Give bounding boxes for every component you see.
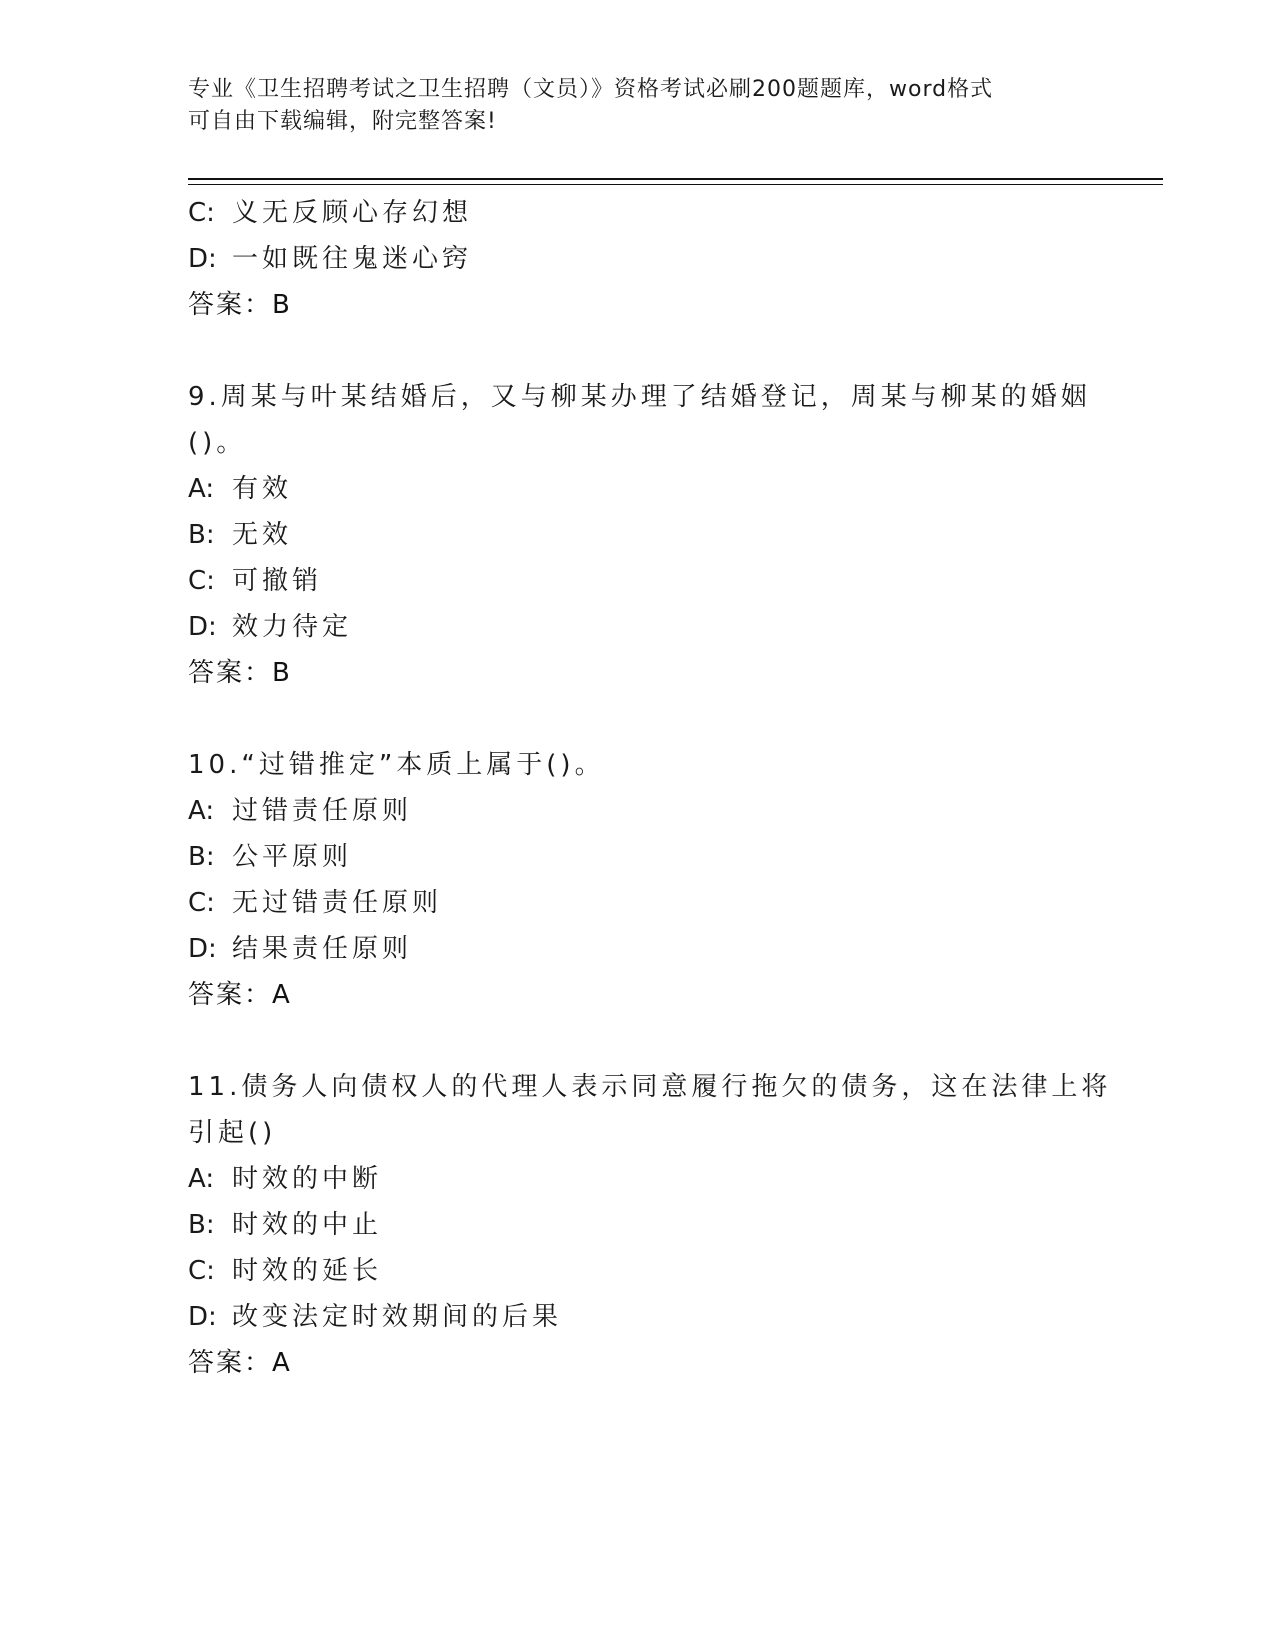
answer-line: 答案：A (188, 1348, 292, 1378)
option-c: C: 可撤销 (188, 566, 323, 596)
option-b: B: 时效的中止 (188, 1210, 383, 1240)
option-a: A: 过错责任原则 (188, 796, 413, 826)
question-stem: 9.周某与叶某结婚后，又与柳某办理了结婚登记，周某与柳某的婚姻 (188, 382, 1091, 412)
question-11 (188, 1064, 1163, 1386)
answer-line: 答案：B (188, 658, 292, 688)
question-stem: 10.“过错推定”本质上属于()。 (188, 750, 605, 780)
option-c: C: 时效的延长 (188, 1256, 383, 1286)
question-stem-cont: 引起() (188, 1118, 277, 1148)
header-divider-thin (188, 184, 1163, 185)
question-stem-cont: ()。 (188, 428, 247, 458)
option-b: B: 无效 (188, 520, 293, 550)
option-d: D: 结果责任原则 (188, 934, 413, 964)
previous-question-tail (188, 190, 1163, 328)
question-list (188, 190, 1163, 1386)
option-c: C: 无过错责任原则 (188, 888, 443, 918)
answer-line: 答案：B (188, 290, 292, 320)
option-a: A: 有效 (188, 474, 293, 504)
header-divider-thick (188, 178, 1163, 180)
option-a: A: 时效的中断 (188, 1164, 383, 1194)
option-d: D: 一如既往鬼迷心窍 (188, 244, 473, 274)
question-stem: 11.债务人向债权人的代理人表示同意履行拖欠的债务，这在法律上将 (188, 1072, 1112, 1102)
question-10 (188, 742, 1163, 1018)
question-9 (188, 374, 1163, 696)
answer-line: 答案：A (188, 980, 292, 1010)
option-c: C: 义无反顾心存幻想 (188, 198, 473, 228)
header-line-1: 专业《卫生招聘考试之卫生招聘（文员）》资格考试必刷200题题库，word格式 (188, 77, 994, 102)
option-b: B: 公平原则 (188, 842, 353, 872)
document-header (188, 74, 1088, 138)
header-line-2: 可自由下载编辑，附完整答案! (188, 109, 497, 134)
option-d: D: 效力待定 (188, 612, 353, 642)
option-d: D: 改变法定时效期间的后果 (188, 1302, 563, 1332)
